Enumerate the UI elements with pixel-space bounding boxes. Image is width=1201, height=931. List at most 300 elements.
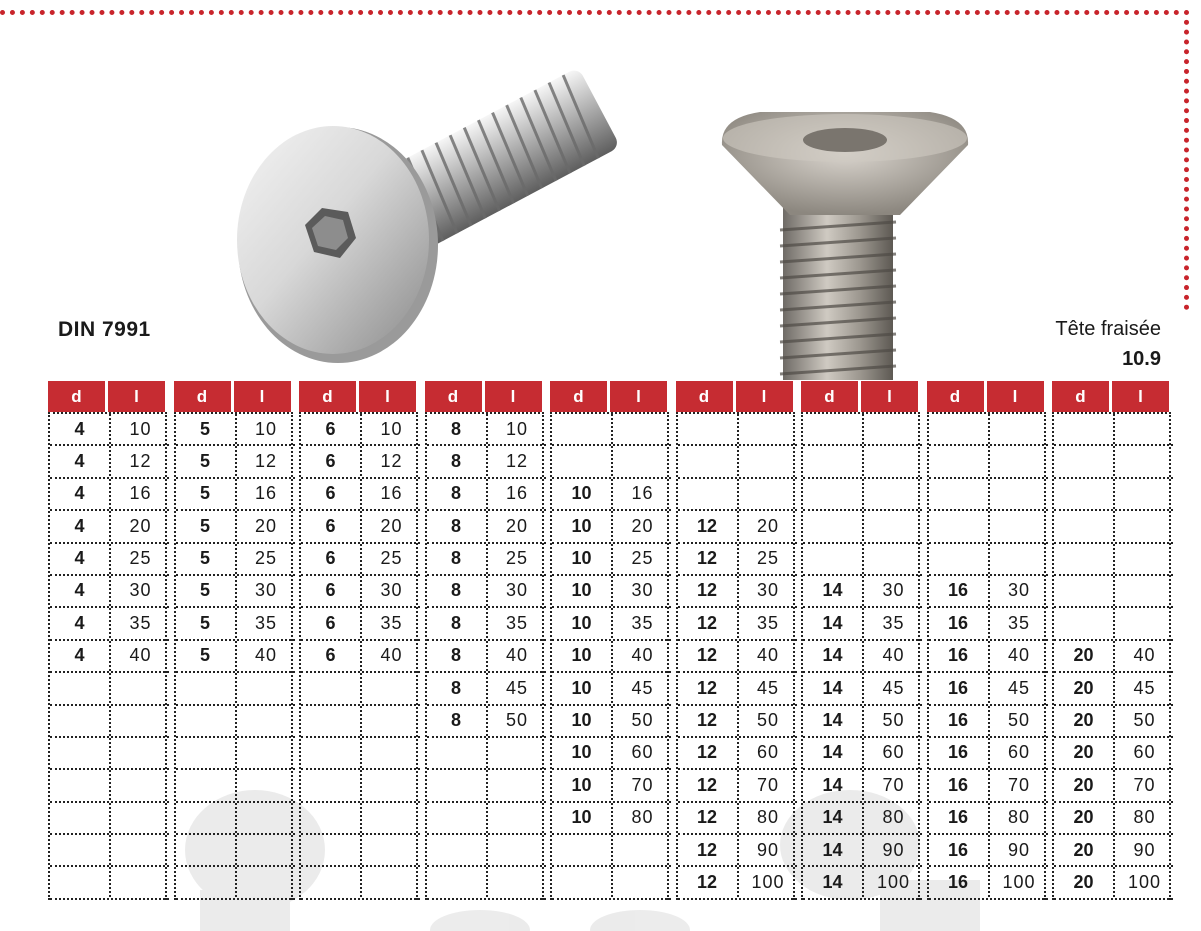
table-row — [678, 770, 797, 802]
cell-diameter: 16 — [929, 835, 990, 865]
cell-length: 30 — [631, 580, 654, 601]
cell-diameter: 6 — [301, 641, 362, 671]
table-row — [1054, 803, 1173, 835]
table-row — [427, 867, 546, 899]
header-d: d — [425, 381, 482, 412]
table-header — [550, 381, 669, 412]
table-row — [176, 479, 295, 511]
cell-length — [488, 803, 547, 833]
cell-length: 35 — [129, 612, 152, 633]
cell-length: 90 — [1133, 839, 1156, 860]
cell-diameter: 12 — [678, 738, 739, 768]
cell-diameter: 5 — [176, 544, 237, 574]
cell-length — [613, 867, 672, 897]
table-row — [552, 867, 671, 899]
cell-length: 70 — [1007, 774, 1031, 795]
cell-diameter — [552, 446, 613, 476]
table-body — [299, 412, 418, 900]
header-d: d — [550, 381, 607, 412]
cell-diameter — [1054, 608, 1115, 638]
cell-length — [488, 770, 547, 800]
header-d: d — [676, 381, 733, 412]
cell-diameter: 4 — [50, 576, 111, 606]
table-row — [427, 576, 546, 608]
cell-length — [362, 803, 421, 833]
cell-length — [111, 803, 170, 833]
cell-diameter: 16 — [929, 867, 990, 897]
cell-diameter: 12 — [678, 641, 739, 671]
cell-length: 45 — [631, 677, 654, 698]
table-row — [427, 608, 546, 640]
cell-diameter: 14 — [803, 673, 864, 703]
cell-diameter: 10 — [552, 576, 613, 606]
cell-diameter: 4 — [50, 479, 111, 509]
cell-length: 90 — [1007, 839, 1031, 860]
cell-length: 35 — [254, 612, 278, 633]
cell-length — [362, 835, 421, 865]
table-row — [50, 446, 169, 478]
table-row — [552, 803, 671, 835]
cell-length: 40 — [882, 645, 905, 666]
table-row — [50, 414, 169, 446]
cell-diameter: 12 — [678, 608, 739, 638]
cell-diameter: 16 — [929, 706, 990, 736]
cell-length — [1115, 414, 1174, 444]
cell-length — [864, 544, 923, 574]
table-row — [50, 673, 169, 705]
table-row — [427, 673, 546, 705]
cell-diameter — [427, 770, 488, 800]
cell-length — [362, 770, 421, 800]
table-row — [176, 673, 295, 705]
cell-diameter: 14 — [803, 770, 864, 800]
table-row — [427, 641, 546, 673]
table-row — [929, 770, 1048, 802]
cell-length: 20 — [505, 515, 529, 536]
cell-length: 60 — [631, 742, 654, 763]
header-d: d — [1052, 381, 1109, 412]
cell-length: 100 — [1002, 871, 1036, 892]
table-body — [676, 412, 795, 900]
cell-length — [864, 511, 923, 541]
cell-length — [111, 706, 170, 736]
table-header — [299, 381, 418, 412]
cell-diameter: 20 — [1054, 835, 1115, 865]
cell-length: 10 — [380, 418, 403, 439]
cell-diameter — [50, 835, 111, 865]
table-row — [929, 414, 1048, 446]
cell-diameter: 20 — [1054, 867, 1115, 897]
table-row — [301, 673, 420, 705]
cell-diameter: 10 — [552, 608, 613, 638]
cell-length: 35 — [631, 612, 654, 633]
table-row — [176, 706, 295, 738]
cell-diameter — [301, 835, 362, 865]
cell-length: 80 — [882, 807, 905, 828]
table-row — [1054, 835, 1173, 867]
cell-diameter — [50, 673, 111, 703]
cell-diameter: 10 — [552, 479, 613, 509]
cell-length: 25 — [756, 548, 780, 569]
table-row — [301, 641, 420, 673]
cell-length: 16 — [254, 483, 278, 504]
cell-length — [488, 867, 547, 897]
cell-diameter — [301, 770, 362, 800]
header-l: l — [1112, 381, 1169, 412]
cell-length — [488, 738, 547, 768]
table-row — [1054, 738, 1173, 770]
table-row — [301, 867, 420, 899]
cell-length: 60 — [756, 742, 780, 763]
table-row — [678, 479, 797, 511]
cell-diameter — [301, 673, 362, 703]
head-type-label: Tête fraisée — [1055, 318, 1161, 340]
cell-diameter: 8 — [427, 446, 488, 476]
cell-length — [237, 835, 296, 865]
cell-length — [111, 673, 170, 703]
table-row — [803, 576, 922, 608]
column-group-d5 — [174, 381, 293, 900]
cell-diameter: 10 — [552, 673, 613, 703]
cell-diameter — [427, 835, 488, 865]
cell-diameter — [1054, 479, 1115, 509]
right-screw-image — [722, 112, 968, 380]
cell-length: 70 — [1133, 774, 1156, 795]
cell-diameter: 8 — [427, 511, 488, 541]
cell-length — [111, 835, 170, 865]
cell-diameter: 5 — [176, 414, 237, 444]
table-header — [927, 381, 1046, 412]
table-row — [803, 544, 922, 576]
table-row — [803, 803, 922, 835]
table-row — [427, 414, 546, 446]
header-d: d — [299, 381, 356, 412]
header-l: l — [485, 381, 542, 412]
cell-diameter — [552, 867, 613, 897]
table-row — [552, 414, 671, 446]
cell-diameter — [1054, 544, 1115, 574]
table-row — [176, 835, 295, 867]
cell-length — [990, 511, 1049, 541]
table-row — [678, 511, 797, 543]
cell-length — [362, 673, 421, 703]
table-header — [801, 381, 920, 412]
cell-length — [1115, 446, 1174, 476]
cell-length: 30 — [505, 580, 529, 601]
cell-length: 16 — [505, 483, 529, 504]
cell-diameter: 16 — [929, 803, 990, 833]
cell-length: 12 — [254, 450, 278, 471]
cell-length: 30 — [254, 580, 278, 601]
table-row — [176, 576, 295, 608]
cell-diameter — [50, 738, 111, 768]
cell-length — [1115, 544, 1174, 574]
cell-length — [111, 867, 170, 897]
cell-diameter: 8 — [427, 414, 488, 444]
table-row — [678, 706, 797, 738]
cell-diameter: 12 — [678, 673, 739, 703]
cell-length — [864, 479, 923, 509]
table-row — [50, 770, 169, 802]
table-row — [1054, 770, 1173, 802]
table-row — [678, 446, 797, 478]
table-row — [929, 706, 1048, 738]
table-row — [427, 770, 546, 802]
cell-length — [739, 479, 798, 509]
table-row — [301, 835, 420, 867]
column-group-d8 — [425, 381, 544, 900]
cell-diameter: 16 — [929, 608, 990, 638]
header-d: d — [927, 381, 984, 412]
cell-diameter: 14 — [803, 576, 864, 606]
cell-diameter — [929, 414, 990, 444]
table-row — [803, 835, 922, 867]
cell-length: 25 — [380, 548, 403, 569]
cell-diameter — [678, 446, 739, 476]
cell-diameter — [50, 770, 111, 800]
table-row — [929, 835, 1048, 867]
cell-diameter: 20 — [1054, 706, 1115, 736]
table-row — [929, 803, 1048, 835]
table-row — [427, 706, 546, 738]
cell-diameter: 14 — [803, 835, 864, 865]
cell-diameter — [803, 446, 864, 476]
cell-length: 45 — [756, 677, 780, 698]
cell-diameter: 12 — [678, 770, 739, 800]
left-screw-image — [237, 67, 620, 363]
cell-length: 80 — [1133, 807, 1156, 828]
table-body — [425, 412, 544, 900]
cell-diameter: 4 — [50, 608, 111, 638]
table-row — [552, 770, 671, 802]
cell-length — [739, 446, 798, 476]
cell-length — [613, 414, 672, 444]
cell-diameter — [50, 803, 111, 833]
cell-length — [237, 738, 296, 768]
cell-length: 35 — [882, 612, 905, 633]
cell-length: 45 — [882, 677, 905, 698]
table-row — [803, 414, 922, 446]
cell-diameter: 10 — [552, 706, 613, 736]
cell-length: 12 — [505, 450, 529, 471]
cell-diameter: 20 — [1054, 803, 1115, 833]
cell-length: 70 — [882, 774, 905, 795]
header-l: l — [861, 381, 918, 412]
table-row — [678, 641, 797, 673]
cell-length: 30 — [756, 580, 780, 601]
table-row — [50, 803, 169, 835]
table-row — [427, 803, 546, 835]
cell-diameter: 16 — [929, 770, 990, 800]
table-row — [50, 835, 169, 867]
cell-length: 50 — [505, 710, 529, 731]
table-row — [1054, 673, 1173, 705]
cell-diameter — [803, 544, 864, 574]
cell-diameter — [301, 738, 362, 768]
cell-length — [1115, 479, 1174, 509]
cell-length — [362, 738, 421, 768]
cell-length: 60 — [1007, 742, 1031, 763]
cell-length: 80 — [756, 807, 780, 828]
table-row — [301, 706, 420, 738]
cell-diameter — [1054, 446, 1115, 476]
table-row — [929, 511, 1048, 543]
cell-diameter: 6 — [301, 544, 362, 574]
cell-diameter: 4 — [50, 414, 111, 444]
table-body — [927, 412, 1046, 900]
cell-length: 25 — [254, 548, 278, 569]
header-l: l — [108, 381, 165, 412]
table-row — [803, 673, 922, 705]
cell-diameter — [803, 414, 864, 444]
table-row — [678, 673, 797, 705]
cell-diameter — [552, 835, 613, 865]
cell-diameter: 14 — [803, 738, 864, 768]
cell-length: 50 — [756, 710, 780, 731]
cell-length — [990, 544, 1049, 574]
cell-diameter — [427, 867, 488, 897]
cell-diameter: 12 — [678, 706, 739, 736]
cell-length: 100 — [876, 871, 911, 892]
table-row — [50, 608, 169, 640]
table-row — [427, 835, 546, 867]
cell-diameter — [176, 738, 237, 768]
table-row — [176, 414, 295, 446]
cell-diameter: 14 — [803, 641, 864, 671]
cell-diameter — [301, 803, 362, 833]
column-group-d6 — [299, 381, 418, 900]
cell-diameter: 20 — [1054, 770, 1115, 800]
cell-diameter: 12 — [678, 867, 739, 897]
table-row — [929, 544, 1048, 576]
table-row — [552, 544, 671, 576]
table-row — [552, 835, 671, 867]
cell-diameter — [427, 738, 488, 768]
cell-length — [1115, 511, 1174, 541]
cell-length — [1115, 608, 1174, 638]
cell-diameter: 16 — [929, 673, 990, 703]
cell-diameter — [803, 511, 864, 541]
cell-diameter: 12 — [678, 511, 739, 541]
table-row — [176, 544, 295, 576]
table-row — [1054, 576, 1173, 608]
cell-diameter — [301, 867, 362, 897]
table-body — [801, 412, 920, 900]
cell-length: 80 — [1007, 807, 1031, 828]
cell-diameter — [929, 479, 990, 509]
cell-length: 20 — [756, 515, 780, 536]
cell-diameter: 10 — [552, 803, 613, 833]
table-row — [552, 641, 671, 673]
cell-length: 45 — [1007, 677, 1031, 698]
table-row — [552, 608, 671, 640]
cell-length — [237, 706, 296, 736]
cell-length: 40 — [1133, 645, 1156, 666]
cell-diameter: 8 — [427, 544, 488, 574]
header-l: l — [736, 381, 793, 412]
cell-diameter — [678, 479, 739, 509]
table-row — [1054, 641, 1173, 673]
cell-length — [990, 479, 1049, 509]
table-row — [1054, 511, 1173, 543]
cell-diameter — [929, 446, 990, 476]
table-row — [50, 706, 169, 738]
cell-diameter: 20 — [1054, 673, 1115, 703]
cell-length — [1115, 576, 1174, 606]
table-row — [678, 576, 797, 608]
cell-diameter — [1054, 576, 1115, 606]
table-row — [678, 414, 797, 446]
cell-length — [237, 803, 296, 833]
cell-diameter — [929, 511, 990, 541]
table-row — [678, 835, 797, 867]
table-row — [50, 738, 169, 770]
cell-length — [488, 835, 547, 865]
cell-length — [362, 706, 421, 736]
table-row — [929, 608, 1048, 640]
table-row — [1054, 544, 1173, 576]
table-row — [176, 803, 295, 835]
cell-length: 12 — [380, 450, 403, 471]
table-row — [301, 738, 420, 770]
header-d: d — [174, 381, 231, 412]
table-row — [929, 673, 1048, 705]
cell-diameter: 6 — [301, 414, 362, 444]
table-row — [929, 479, 1048, 511]
cell-diameter: 12 — [678, 835, 739, 865]
cell-diameter: 10 — [552, 544, 613, 574]
cell-diameter: 6 — [301, 608, 362, 638]
cell-diameter: 4 — [50, 641, 111, 671]
cell-diameter: 5 — [176, 511, 237, 541]
cell-diameter — [552, 414, 613, 444]
header-l: l — [234, 381, 291, 412]
cell-length: 10 — [505, 418, 529, 439]
cell-length: 40 — [756, 645, 780, 666]
cell-diameter: 6 — [301, 446, 362, 476]
cell-diameter: 12 — [678, 576, 739, 606]
table-body — [174, 412, 293, 900]
table-row — [176, 770, 295, 802]
cell-length — [990, 414, 1049, 444]
cell-diameter: 5 — [176, 608, 237, 638]
cell-diameter — [929, 544, 990, 574]
cell-length: 50 — [631, 710, 654, 731]
cell-length: 10 — [129, 418, 152, 439]
cell-length: 30 — [129, 580, 152, 601]
cell-length — [613, 446, 672, 476]
table-row — [301, 803, 420, 835]
cell-length: 12 — [129, 450, 152, 471]
column-group-d10 — [550, 381, 669, 900]
table-row — [552, 673, 671, 705]
table-row — [803, 770, 922, 802]
product-photos — [0, 0, 1201, 380]
cell-length: 30 — [1007, 580, 1031, 601]
table-row — [50, 479, 169, 511]
cell-length: 40 — [1007, 645, 1031, 666]
cell-diameter: 16 — [929, 738, 990, 768]
table-header — [48, 381, 167, 412]
cell-diameter: 8 — [427, 673, 488, 703]
table-row — [803, 706, 922, 738]
cell-diameter: 10 — [552, 511, 613, 541]
cell-length: 25 — [631, 548, 654, 569]
table-row — [929, 867, 1048, 899]
cell-length: 90 — [756, 839, 780, 860]
table-row — [678, 608, 797, 640]
column-group-d20 — [1052, 381, 1171, 900]
